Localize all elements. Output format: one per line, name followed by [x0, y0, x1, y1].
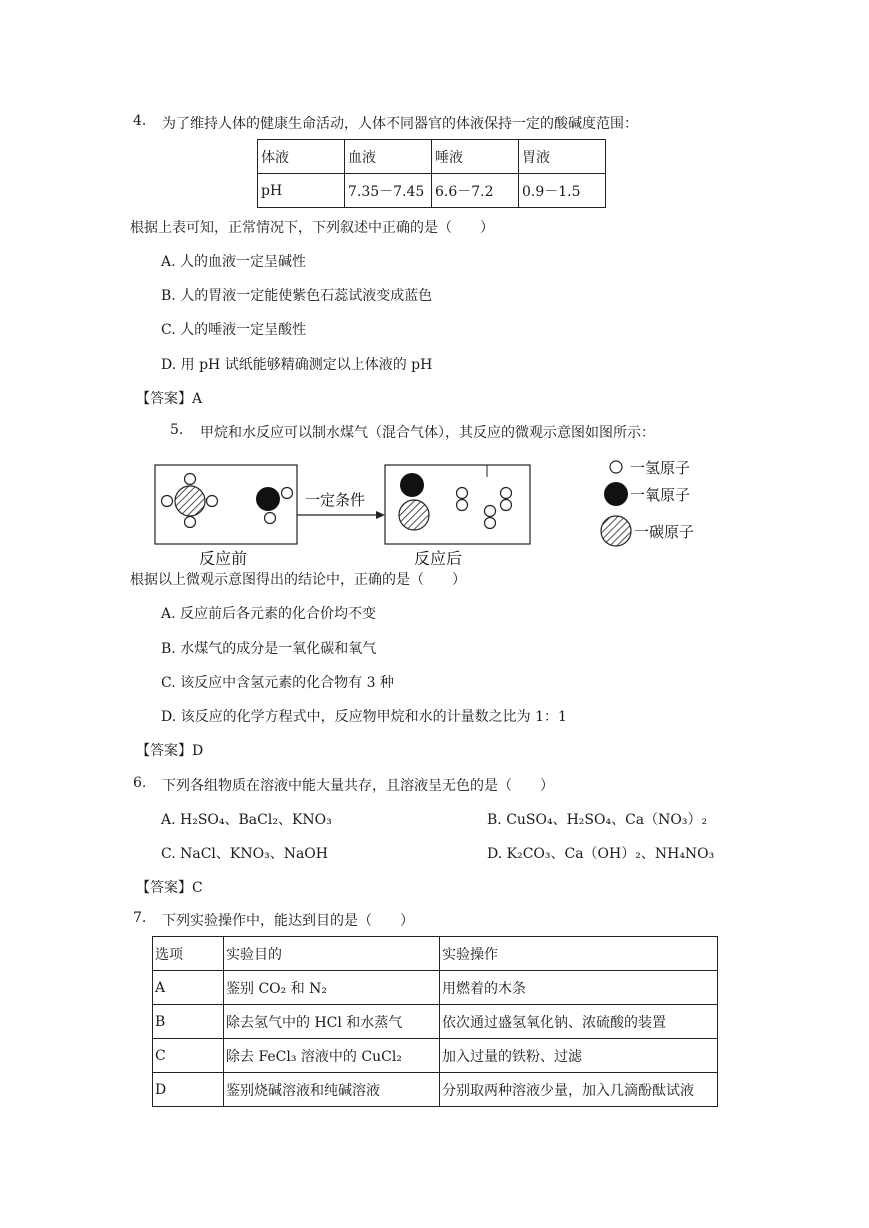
table-cell: 血液 — [345, 140, 432, 174]
q4-question: 根据上表可知，正常情况下，下列叙述中正确的是（ ） — [130, 220, 494, 236]
q4-answer: 【答案】A — [136, 391, 203, 407]
table-row — [153, 1039, 718, 1073]
table-cell: 用燃着的木条 — [440, 971, 718, 1005]
table-cell: D — [153, 1073, 224, 1107]
table-cell: 实验目的 — [224, 937, 440, 971]
q5-question: 根据以上微观示意图得出的结论中，正确的是（ ） — [130, 572, 466, 588]
q6-option-c: C. NaCl、KNO₃、NaOH — [161, 846, 328, 862]
table-cell: 加入过量的铁粉、过滤 — [440, 1039, 718, 1073]
water-molecule — [256, 487, 293, 524]
legend-hydrogen-icon — [610, 461, 622, 473]
q6-option-a: A. H₂SO₄、BaCl₂、KNO₃ — [161, 812, 332, 828]
q5-option-c: C. 该反应中含氢元素的化合物有 3 种 — [161, 675, 394, 691]
table-cell: 唾液 — [432, 140, 519, 174]
table-cell: 依次通过盛氢氧化钠、浓硫酸的装置 — [440, 1005, 718, 1039]
q4-stem: 为了维持人体的健康生命活动，人体不同器官的体液保持一定的酸碱度范围： — [162, 116, 638, 132]
q4-option-a: A. 人的血液一定呈碱性 — [161, 254, 307, 270]
q6-option-b: B. CuSO₄、H₂SO₄、Ca（NO₃）₂ — [487, 812, 708, 828]
legend-carbon-icon — [601, 516, 631, 546]
legend — [601, 459, 694, 546]
q5-answer: 【答案】D — [136, 743, 204, 759]
table-cell: 胃液 — [519, 140, 606, 174]
q6-answer: 【答案】C — [136, 880, 203, 896]
q4-option-d: D. 用 pH 试纸能够精确测定以上体液的 pH — [161, 357, 433, 373]
table-row — [153, 1005, 718, 1039]
methane-molecule — [162, 474, 218, 528]
table-cell: 除去氢气中的 HCl 和水蒸气 — [224, 1005, 440, 1039]
table-row — [258, 140, 606, 174]
table-cell: 6.6－7.2 — [432, 174, 519, 208]
table-cell: 体液 — [258, 140, 345, 174]
table-cell: B — [153, 1005, 224, 1039]
table-cell: 实验操作 — [440, 937, 718, 971]
reaction-arrow — [297, 511, 385, 519]
ph-table — [257, 139, 606, 208]
table-cell: 鉴别 CO₂ 和 N₂ — [224, 971, 440, 1005]
table-cell: A — [153, 971, 224, 1005]
q4-option-b: B. 人的胃液一定能使紫色石蕊试液变成蓝色 — [161, 288, 433, 304]
q5-option-b: B. 水煤气的成分是一氧化碳和氧气 — [161, 641, 377, 657]
arrow-label: 一定条件 — [305, 491, 366, 509]
q7-stem: 下列实验操作中，能达到目的是（ ） — [162, 913, 414, 929]
table-cell: 鉴别烧碱溶液和纯碱溶液 — [224, 1073, 440, 1107]
table-row — [153, 937, 718, 971]
legend-carbon-label: 一碳原子 — [634, 523, 695, 541]
table-cell: C — [153, 1039, 224, 1073]
hydrogen-molecules — [457, 488, 512, 529]
table-cell: 除去 FeCl₃ 溶液中的 CuCl₂ — [224, 1039, 440, 1073]
q5-number: 5. — [170, 422, 184, 438]
table-cell: 0.9－1.5 — [519, 174, 606, 208]
q6-stem: 下列各组物质在溶液中能大量共存，且溶液呈无色的是（ ） — [162, 778, 554, 794]
q5-option-a: A. 反应前后各元素的化合价均不变 — [161, 606, 377, 622]
table-cell: pH — [258, 174, 345, 208]
co-molecule — [399, 473, 429, 530]
q4-option-c: C. 人的唾液一定呈酸性 — [161, 322, 307, 338]
q5-option-d: D. 该反应的化学方程式中，反应物甲烷和水的计量数之比为 1：1 — [161, 709, 567, 725]
legend-oxygen-label: 一氧原子 — [630, 486, 691, 504]
q6-number: 6. — [133, 775, 147, 791]
legend-hydrogen-label: 一氢原子 — [630, 459, 691, 477]
table-row — [258, 174, 606, 208]
q4-number: 4. — [133, 113, 147, 129]
q7-number: 7. — [133, 910, 147, 926]
before-label: 反应前 — [199, 549, 248, 565]
table-row — [153, 1073, 718, 1107]
table-row — [153, 971, 718, 1005]
table-cell: 7.35－7.45 — [345, 174, 432, 208]
table-cell: 分别取两种溶液少量，加入几滴酚酞试液 — [440, 1073, 718, 1107]
table-cell: 选项 — [153, 937, 224, 971]
q5-stem: 甲烷和水反应可以制水煤气（混合气体），其反应的微观示意图如图所示： — [200, 425, 655, 441]
reaction-diagram — [0, 455, 869, 565]
legend-oxygen-icon — [604, 482, 628, 506]
experiment-table — [152, 936, 718, 1107]
after-label: 反应后 — [414, 549, 463, 565]
q6-option-d: D. K₂CO₃、Ca（OH）₂、NH₄NO₃ — [487, 846, 715, 862]
